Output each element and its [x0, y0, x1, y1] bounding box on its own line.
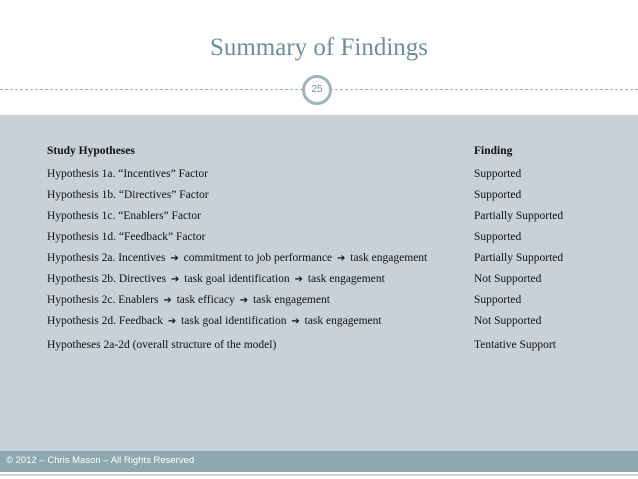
hypothesis-text: Hypothesis 2c. Enablers [47, 294, 159, 306]
arrow-right-icon: ➔ [170, 253, 179, 264]
finding-text: Tentative Support [474, 339, 556, 351]
arrow-right-icon: ➔ [163, 295, 172, 306]
path-step: task engagement [307, 273, 385, 285]
hypothesis-text: Hypothesis 1a. “Incentives” Factor [47, 168, 208, 180]
content-panel [0, 115, 638, 451]
footer-bar [0, 451, 638, 472]
finding-text: Supported [474, 168, 522, 180]
path-step: task efficacy [176, 294, 235, 306]
arrow-right-icon: ➔ [171, 274, 180, 285]
hypothesis-text: Hypothesis 1d. “Feedback” Factor [47, 231, 206, 243]
arrow-right-icon: ➔ [291, 316, 300, 327]
finding-text: Not Supported [474, 273, 542, 285]
finding-text: Supported [474, 294, 522, 306]
slide-title: Summary of Findings [209, 34, 429, 61]
copyright-text: © 2012 – Chris Mason – All Rights Reserved [6, 455, 195, 466]
finding-text: Partially Supported [474, 252, 564, 264]
hypothesis-text: Hypothesis 2a. Incentives [47, 252, 166, 264]
finding-text: Partially Supported [474, 210, 564, 222]
hypothesis-text: Hypothesis 2b. Directives [47, 273, 167, 285]
arrow-right-icon: ➔ [337, 253, 346, 264]
path-step: task engagement [350, 252, 428, 264]
hypothesis-text: Hypothesis 1c. “Enablers” Factor [47, 210, 201, 222]
path-step: commitment to job performance [183, 252, 333, 264]
finding-text: Supported [474, 231, 522, 243]
arrow-right-icon: ➔ [239, 295, 249, 306]
finding-text: Supported [474, 189, 522, 201]
arrow-right-icon: ➔ [294, 274, 303, 285]
hypothesis-text: Hypotheses 2a-2d (overall structure of the model) [47, 339, 277, 351]
bottom-divider [0, 474, 638, 476]
path-step: task goal identification [181, 315, 287, 327]
path-step: task engagement [252, 294, 330, 306]
arrow-right-icon: ➔ [167, 316, 177, 327]
path-step: task goal identification [184, 273, 290, 285]
page-number-badge: 25 [302, 75, 332, 105]
header-finding: Finding [474, 145, 513, 157]
finding-text: Not Supported [474, 315, 542, 327]
header-study-hypotheses: Study Hypotheses [47, 145, 135, 157]
hypothesis-text: Hypothesis 2d. Feedback [47, 315, 163, 327]
hypothesis-text: Hypothesis 1b. “Directives” Factor [47, 189, 209, 201]
path-step: task engagement [304, 315, 382, 327]
